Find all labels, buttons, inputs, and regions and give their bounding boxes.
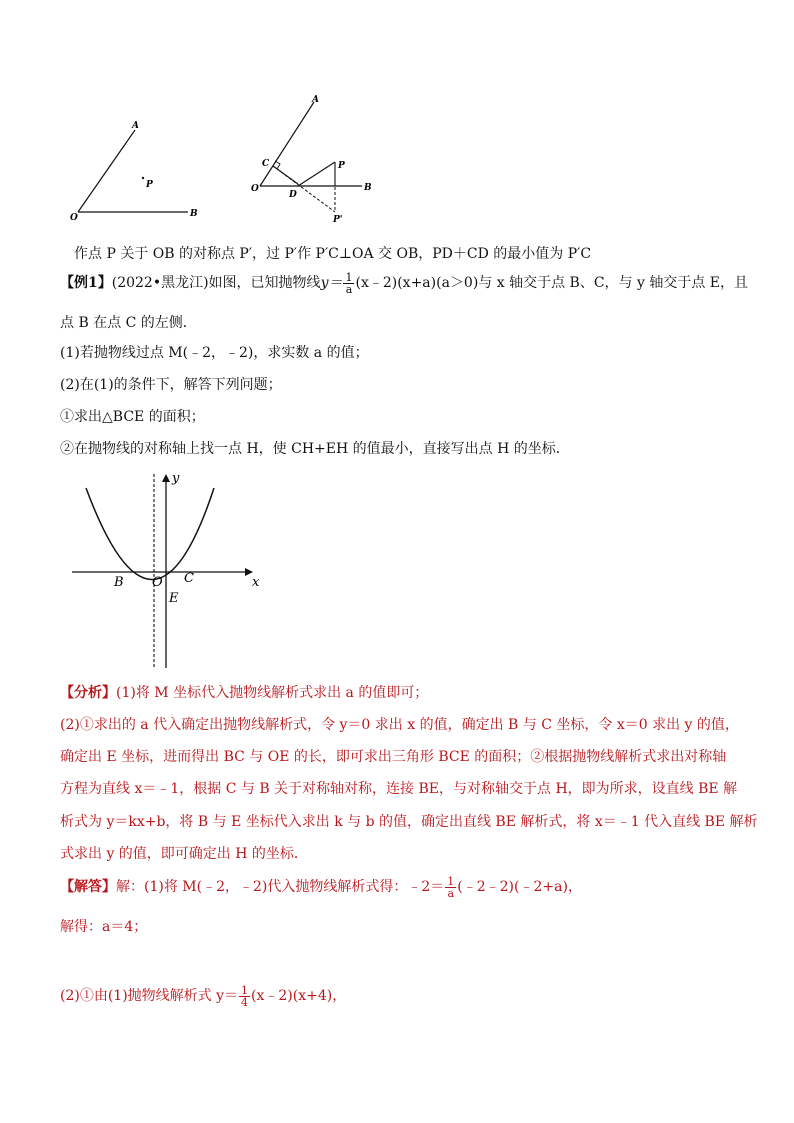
label-O: O: [152, 575, 163, 590]
example-tag: 【例1】: [60, 275, 112, 291]
label-O: O: [70, 213, 78, 223]
example-eq-pre: y＝: [320, 275, 343, 291]
example-eq-post: (x﹣2)(x+a)(a＞0)与 x 轴交于点 B、C，与 y 轴交于点 E，且: [355, 275, 749, 291]
label-O: O: [251, 184, 259, 194]
label-B: B: [364, 183, 372, 193]
solution-fraction-1: $\frac{1}{a}$: [447, 874, 455, 900]
label-B: B: [190, 209, 198, 219]
question-2b: ②在抛物线的对称轴上找一点 H，使 CH+EH 的值最小，直接写出点 H 的坐标．: [60, 441, 570, 457]
label-x: x: [252, 575, 260, 590]
question-2: (2)在(1)的条件下，解答下列问题；: [60, 377, 282, 393]
example-line-2: 点 B 在点 C 的左侧．: [60, 315, 197, 331]
solution-line-3: (2)①由(1)抛物线解析式 y＝ $\frac{1}{4}$ (x﹣2)(x+4)，: [60, 983, 347, 1009]
label-P: P: [338, 161, 345, 171]
analysis-line-1: 【分析】(1)将 M 坐标代入抛物线解析式求出 a 的值即可；: [60, 685, 429, 701]
solution-line-1: 【解答】解：(1)将 M(﹣2，﹣2)代入抛物线解析式得：﹣2＝ $\frac{1}{a}$ (﹣2﹣2)(﹣2+a)，: [60, 874, 582, 900]
example-fraction: $\frac{1}{a}$: [345, 270, 353, 296]
label-y: y: [172, 471, 180, 486]
analysis-line-5: 析式为 y＝kx+b，将 B 与 E 坐标代入求出 k 与 b 的值，确定出直线 BE 解析式，将 x＝﹣1 代入直线 BE 解析: [60, 814, 758, 830]
analysis-tag: 【分析】: [60, 685, 116, 701]
question-1: (1)若抛物线过点 M(﹣2，﹣2)，求实数 a 的值；: [60, 345, 369, 361]
label-A: A: [132, 121, 139, 131]
analysis-line-4: 方程为直线 x＝﹣1，根据 C 与 B 关于对称轴对称，连接 BE，与对称轴交于点 H，即为所求，设直线 BE 解: [60, 781, 738, 797]
solution-line-2: 解得：a＝4；: [60, 919, 148, 935]
question-2a: ①求出△BCE 的面积；: [60, 409, 205, 425]
label-D: D: [289, 190, 297, 200]
solution-fraction-2: $\frac{1}{4}$: [241, 983, 249, 1009]
analysis-line-3: 确定出 E 坐标，进而得出 BC 与 OE 的长，即可求出三角形 BCE 的面积；②根据抛物线解析式求出对称轴: [60, 749, 727, 765]
figure-reflection: [240, 90, 390, 230]
label-C: C: [184, 571, 194, 586]
label-A: A: [312, 95, 319, 105]
solution-tag: 【解答】: [60, 879, 116, 895]
analysis-line-2: (2)①求出的 a 代入确定出抛物线解析式，令 y＝0 求出 x 的值，确定出 B 与 C 坐标，令 x＝0 求出 y 的值，: [60, 717, 739, 733]
label-E: E: [169, 591, 179, 606]
label-B: B: [114, 575, 124, 590]
label-P-prime: P': [333, 215, 343, 225]
figure-angle-point: [60, 110, 220, 225]
construction-note: 作点 P 关于 OB 的对称点 P′，过 P′作 P′C⊥OA 交 OB，PD＋CD 的最小值为 P′C: [74, 246, 592, 262]
label-C: C: [262, 159, 270, 169]
figure-parabola: [68, 466, 268, 671]
example-line-1: [60, 270, 748, 296]
label-P: P: [146, 180, 153, 190]
example-source: (2022•黑龙江)如图，已知抛物线: [111, 275, 321, 291]
analysis-line-6: 式求出 y 的值，即可确定出 H 的坐标．: [60, 846, 308, 862]
